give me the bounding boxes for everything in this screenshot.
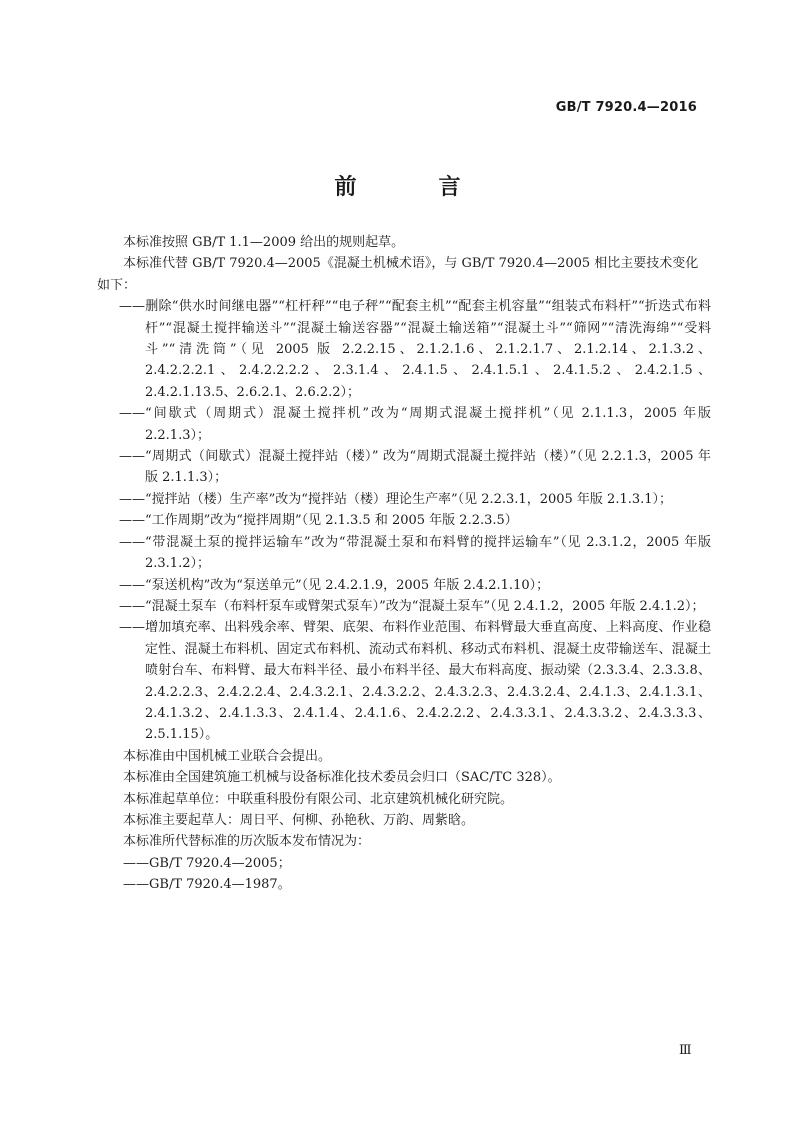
change-item: ——增加填充率、出料残余率、臂架、底架、布料作业范围、布料臂最大垂直高度、上料高度、作业稳定性、混凝土布料机、固定式布料机、流动式布料机、移动式布料机、混凝土皮带输送车、混凝土喷射台车、布料臂、最大布料半径、最小布料半径、最大布料高度、振动梁（2.3.3.4、2.3.3.8、2.4.2.2.3、2.4.2.2.4、2.4.3.2.1、2.4.3.2.2、2.4.3.2.3、2.4.3.2.4、2.4.1.3、2.4.1.3.1、2.4.1.3.2、2.4.1.3.3、2.4.1.4、2.4.1.6、2.4.2.2.2、2.4.3.3.1、2.4.3.3.2、2.4.3.3.3、2.5.1.15）。 (119, 620, 711, 743)
paragraph-replacement: 本标准代替 GB/T 7920.4—2005《混凝土机械术语》，与 GB/T 7920.4—2005 相比主要技术变化如下： (97, 256, 699, 293)
change-item: ——“搅拌站（楼）生产率”改为“搅拌站（楼）理论生产率”（见 2.2.3.1，2005 年版 2.1.3.1）； (119, 491, 673, 507)
change-item: ——“周期式（间歇式）混凝土搅拌站（楼）” 改为“周期式混凝土搅拌站（楼）”（见 2.2.1.3，2005 年版 2.1.1.3）； (119, 449, 711, 486)
paragraph-drafters: 本标准主要起草人：周日平、何柳、孙艳秋、万韵、周紫晗。 (123, 812, 475, 828)
standard-code: GB/T 7920.4—2016 (555, 100, 697, 115)
paragraph-proposer: 本标准由中国机械工业联合会提出。 (123, 748, 332, 764)
page-number: Ⅲ (679, 1043, 692, 1058)
page-title: 前 言 (334, 175, 491, 200)
change-item: ——“泵送机构”改为“泵送单元”（见 2.4.2.1.9，2005 年版 2.4.2.1.10）； (119, 577, 550, 593)
change-item: ——“工作周期”改为“搅拌周期”（见 2.1.3.5 和 2005 年版 2.2.3.5） (119, 513, 518, 529)
change-item: ——删除“供水时间继电器”“杠杆秤”“电子秤”“配套主机”“配套主机容量”“组装式布料杆”“折迭式布料杆”“混凝土搅拌输送斗”“混凝土输送容器”“混凝土输送箱”“混凝土斗”“筛网”“清洗海绵”“受料斗”“清洗筒”（见 2005 版 2.2.2.15、2.1.2.1.6、2.1.2.1.7、2.1.2.14、2.1.3.2、2.4.2.2.2.1、2.4.2.2.2.2、2.3.1.4、2.4.1.5、2.4.1.5.1、2.4.1.5.2、2.4.2.1.5、2.4.2.1.13.5、2.6.2.1、2.6.2.2）； (119, 299, 711, 400)
history-item: ——GB/T 7920.4—2005； (123, 855, 291, 871)
change-item: ——“带混凝土泵的搅拌运输车”改为“带混凝土泵和布料臂的搅拌运输车”（见 2.3.1.2，2005 年版 2.3.1.2）； (119, 534, 711, 572)
document-body (97, 232, 711, 896)
paragraph-history-intro: 本标准所代替标准的历次版本发布情况为： (123, 834, 371, 850)
paragraph-drafting-rules: 本标准按照 GB/T 1.1—2009 给出的规则起草。 (123, 235, 405, 250)
paragraph-committee: 本标准由全国建筑施工机械与设备标准化技术委员会归口（SAC/TC 328）。 (123, 770, 561, 786)
history-list (97, 853, 711, 896)
change-item: ——“间歇式（周期式）混凝土搅拌机”改为“周期式混凝土搅拌机”（见 2.1.1.3，2005 年版 2.2.1.3）； (119, 406, 711, 443)
history-item: ——GB/T 7920.4—1987。 (123, 877, 291, 893)
changes-list (97, 296, 711, 746)
change-item: ——“混凝土泵车（布料杆泵车或臂架式泵车）”改为“混凝土泵车”（见 2.4.1.2，2005 年版 2.4.1.2）； (119, 598, 705, 614)
paragraph-drafting-units: 本标准起草单位：中联重科股份有限公司、北京建筑机械化研究院。 (123, 791, 514, 807)
